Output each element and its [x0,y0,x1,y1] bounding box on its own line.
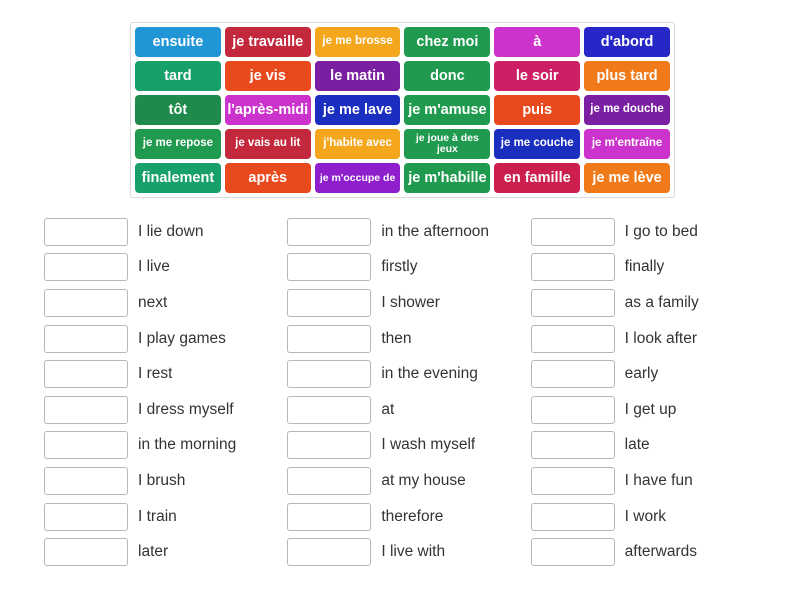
answer-row [287,214,516,250]
word-tile[interactable]: je m'entraîne [584,129,670,159]
answer-label: I brush [138,471,186,489]
answer-label: I get up [624,400,677,418]
drop-slot[interactable] [44,538,128,566]
drop-slot[interactable] [287,360,371,388]
answer-column-3 [531,214,760,570]
answer-row [531,534,760,570]
answer-column-1 [44,214,273,570]
word-tile[interactable]: d'abord [584,27,670,57]
answer-row [531,463,760,499]
drop-slot[interactable] [531,467,615,495]
answer-label: in the morning [138,436,237,454]
answer-row [287,428,516,464]
answer-row [287,463,516,499]
word-tile[interactable]: puis [494,95,580,125]
drop-slot[interactable] [531,253,615,281]
answer-label: finally [624,258,665,276]
answer-label: next [138,293,168,311]
answer-label: I live with [381,543,446,561]
drop-slot[interactable] [44,360,128,388]
answer-row [287,285,516,321]
answer-row [44,463,273,499]
answer-label: early [624,365,659,383]
word-tile[interactable]: je me repose [135,129,221,159]
word-tile[interactable]: tôt [135,95,221,125]
word-tile[interactable]: le matin [315,61,401,91]
answer-label: I shower [381,293,440,311]
answer-label: I lie down [138,222,204,240]
tile-row [135,95,670,125]
drop-slot[interactable] [44,467,128,495]
answer-row [531,499,760,535]
answer-row [287,392,516,428]
word-tile[interactable]: je me lève [584,163,670,193]
word-tile[interactable]: je vis [225,61,311,91]
word-tile[interactable]: plus tard [584,61,670,91]
answer-label: I live [138,258,170,276]
answer-row [531,356,760,392]
tile-row [135,27,670,57]
drop-slot[interactable] [44,503,128,531]
drop-slot[interactable] [287,503,371,531]
drop-slot[interactable] [44,289,128,317]
answer-row [287,534,516,570]
drop-slot[interactable] [287,538,371,566]
answer-label: at my house [381,471,466,489]
drop-slot[interactable] [531,538,615,566]
drop-slot[interactable] [531,360,615,388]
drop-slot[interactable] [287,431,371,459]
answer-label: I play games [138,329,226,347]
drop-slot[interactable] [531,503,615,531]
word-tile[interactable]: en famille [494,163,580,193]
word-tile[interactable]: chez moi [404,27,490,57]
answer-label: I go to bed [624,222,698,240]
word-tile[interactable]: je me lave [315,95,401,125]
answer-label: late [624,436,650,454]
answer-row [531,214,760,250]
word-tile[interactable]: le soir [494,61,580,91]
answer-row [44,499,273,535]
drop-slot[interactable] [44,396,128,424]
word-tile[interactable]: je joue à des jeux [404,129,490,159]
answer-label: in the evening [381,365,478,383]
tile-row [135,163,670,193]
answer-row [287,321,516,357]
answer-label: afterwards [624,543,698,561]
answer-label: then [381,329,412,347]
answer-row [531,428,760,464]
drop-slot[interactable] [287,396,371,424]
drop-slot[interactable] [531,289,615,317]
drop-slot[interactable] [531,218,615,246]
word-tile[interactable]: je vais au lit [225,129,311,159]
drop-slot[interactable] [287,325,371,353]
drop-slot[interactable] [44,431,128,459]
answer-label: I rest [138,365,173,383]
drop-slot[interactable] [287,289,371,317]
answer-row [287,250,516,286]
word-tile[interactable]: après [225,163,311,193]
answer-label: I look after [624,329,698,347]
answer-row [287,499,516,535]
answer-label: firstly [381,258,418,276]
word-tile[interactable]: je m'habille [404,163,490,193]
answer-label: I train [138,507,177,525]
word-tile[interactable]: tard [135,61,221,91]
word-tile[interactable]: je me brosse [315,27,401,57]
answer-label: in the afternoon [381,222,490,240]
answer-row [531,392,760,428]
answer-label: as a family [624,293,699,311]
answer-row [44,392,273,428]
drop-slot[interactable] [287,253,371,281]
drop-slot[interactable] [287,467,371,495]
answer-label: I have fun [624,471,693,489]
word-tile[interactable]: donc [404,61,490,91]
word-tile[interactable]: ensuite [135,27,221,57]
tile-row [135,129,670,159]
tile-row [135,61,670,91]
answer-row [287,356,516,392]
answer-column-2 [287,214,516,570]
word-tile[interactable]: je me couche [494,129,580,159]
word-tile[interactable]: à [494,27,580,57]
word-tile[interactable]: je me douche [584,95,670,125]
word-tile[interactable]: je m'amuse [404,95,490,125]
answer-row [44,214,273,250]
answer-row [44,356,273,392]
word-tile[interactable]: je travaille [225,27,311,57]
answer-label: therefore [381,507,444,525]
answer-label: at [381,400,395,418]
answer-label: I dress myself [138,400,234,418]
answer-row [531,285,760,321]
word-tile[interactable]: finalement [135,163,221,193]
drop-slot[interactable] [531,325,615,353]
answer-row [44,285,273,321]
drop-slot[interactable] [287,218,371,246]
answer-columns [44,214,760,570]
word-tile[interactable]: j'habite avec [315,129,401,159]
answer-row [44,321,273,357]
drop-slot[interactable] [531,431,615,459]
answer-row [531,321,760,357]
word-tile-board [130,22,675,198]
word-tile[interactable]: l'après-midi [225,95,311,125]
answer-row [44,250,273,286]
answer-label: I wash myself [381,436,476,454]
answer-row [44,428,273,464]
drop-slot[interactable] [44,218,128,246]
word-tile[interactable]: je m'occupe de [315,163,401,193]
drop-slot[interactable] [44,325,128,353]
answer-row [531,250,760,286]
drop-slot[interactable] [531,396,615,424]
answer-label: later [138,543,169,561]
answer-row [44,534,273,570]
drop-slot[interactable] [44,253,128,281]
answer-label: I work [624,507,666,525]
